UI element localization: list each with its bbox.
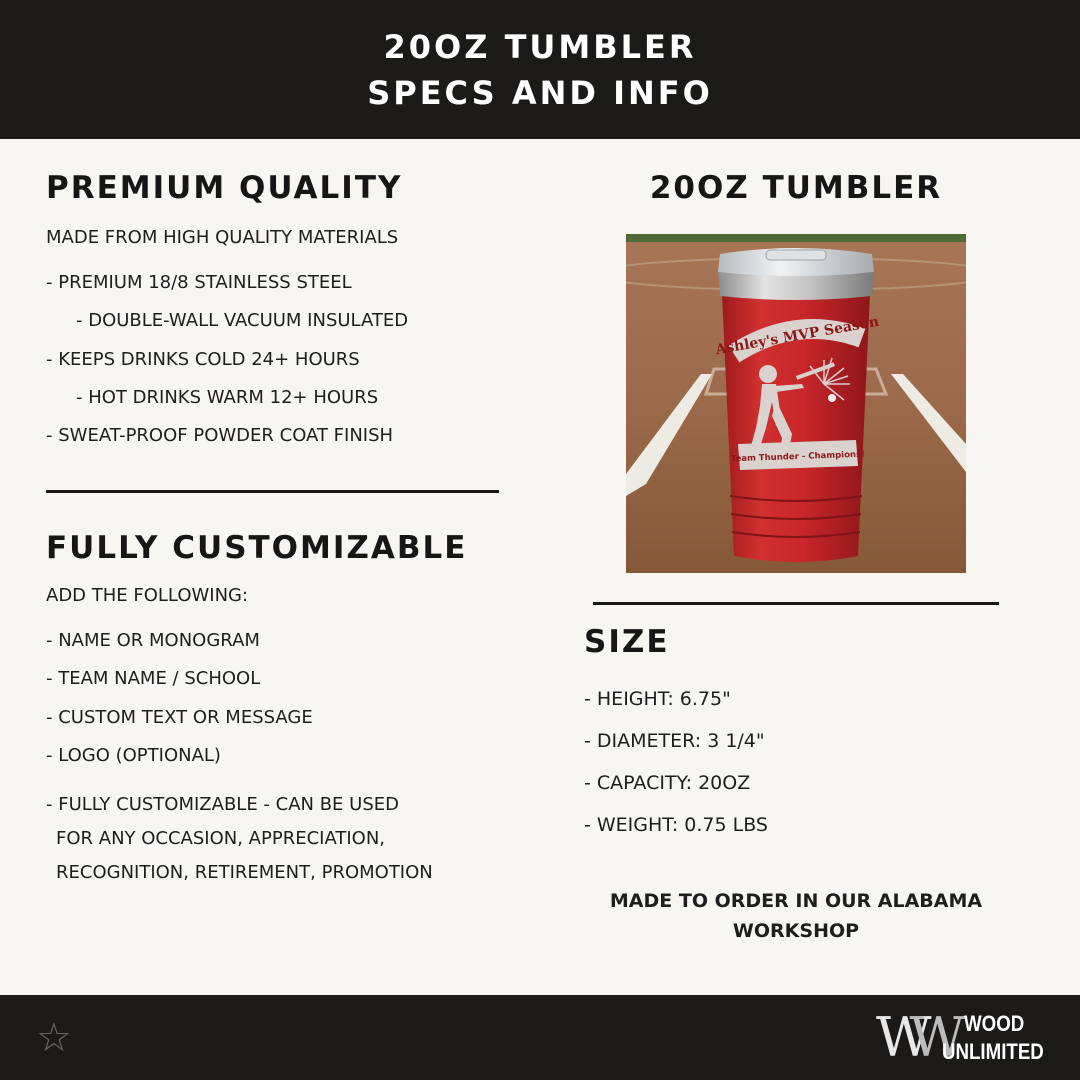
size-heading: SIZE <box>584 624 670 660</box>
premium-quality-heading: PREMIUM QUALITY <box>46 170 403 206</box>
customizable-note-line: FOR ANY OCCASION, APPRECIATION, <box>56 828 386 849</box>
made-to-order-line-1: MADE TO ORDER IN OUR ALABAMA <box>609 890 983 912</box>
header-title-line-2: SPECS AND INFO <box>367 73 713 112</box>
header-banner <box>0 0 1080 139</box>
logo-word-1: WOOD <box>964 1011 1025 1036</box>
premium-item: - PREMIUM 18/8 STAINLESS STEEL <box>46 272 352 293</box>
premium-item: - KEEPS DRINKS COLD 24+ HOURS <box>46 349 360 370</box>
section-divider <box>593 602 999 605</box>
size-item: - DIAMETER: 3 1/4" <box>584 730 765 752</box>
brand-logo[interactable] <box>876 1006 1056 1069</box>
section-divider <box>46 490 499 493</box>
customizable-intro: ADD THE FOLLOWING: <box>46 585 249 606</box>
size-item: - CAPACITY: 20OZ <box>584 772 751 794</box>
product-photo <box>626 234 966 573</box>
footer-bar <box>0 995 1080 1080</box>
customizable-heading: FULLY CUSTOMIZABLE <box>46 530 468 566</box>
customizable-note-line: RECOGNITION, RETIREMENT, PROMOTION <box>56 862 433 883</box>
premium-item: - SWEAT-PROOF POWDER COAT FINISH <box>46 425 394 446</box>
premium-intro: MADE FROM HIGH QUALITY MATERIALS <box>46 227 399 248</box>
header-title-line-1: 20OZ TUMBLER <box>383 27 697 66</box>
premium-subitem: - DOUBLE-WALL VACUUM INSULATED <box>76 310 409 331</box>
baseball <box>828 394 836 402</box>
size-item: - HEIGHT: 6.75" <box>584 688 731 710</box>
made-to-order-line-2: WORKSHOP <box>732 920 860 942</box>
customizable-item: - NAME OR MONOGRAM <box>46 630 260 651</box>
outfield-grass <box>626 234 966 242</box>
wood-unlimited-monogram-icon: WW <box>876 1006 944 1069</box>
engraving-banner-text: Team Thunder - Champions! <box>730 449 866 465</box>
product-heading: 20OZ TUMBLER <box>649 170 943 206</box>
customizable-item: - LOGO (OPTIONAL) <box>46 745 221 766</box>
customizable-item: - CUSTOM TEXT OR MESSAGE <box>46 707 313 728</box>
customizable-item: - TEAM NAME / SCHOOL <box>46 668 261 689</box>
star-outline-icon: ☆ <box>36 1015 72 1061</box>
lid-slider <box>766 250 826 260</box>
premium-subitem: - HOT DRINKS WARM 12+ HOURS <box>76 387 379 408</box>
engraving-title: Ashley's MVP Season <box>714 313 881 359</box>
customizable-note-line: - FULLY CUSTOMIZABLE - CAN BE USED <box>46 794 399 815</box>
size-item: - WEIGHT: 0.75 LBS <box>584 814 768 836</box>
logo-word-2: UNLIMITED <box>942 1039 1044 1064</box>
